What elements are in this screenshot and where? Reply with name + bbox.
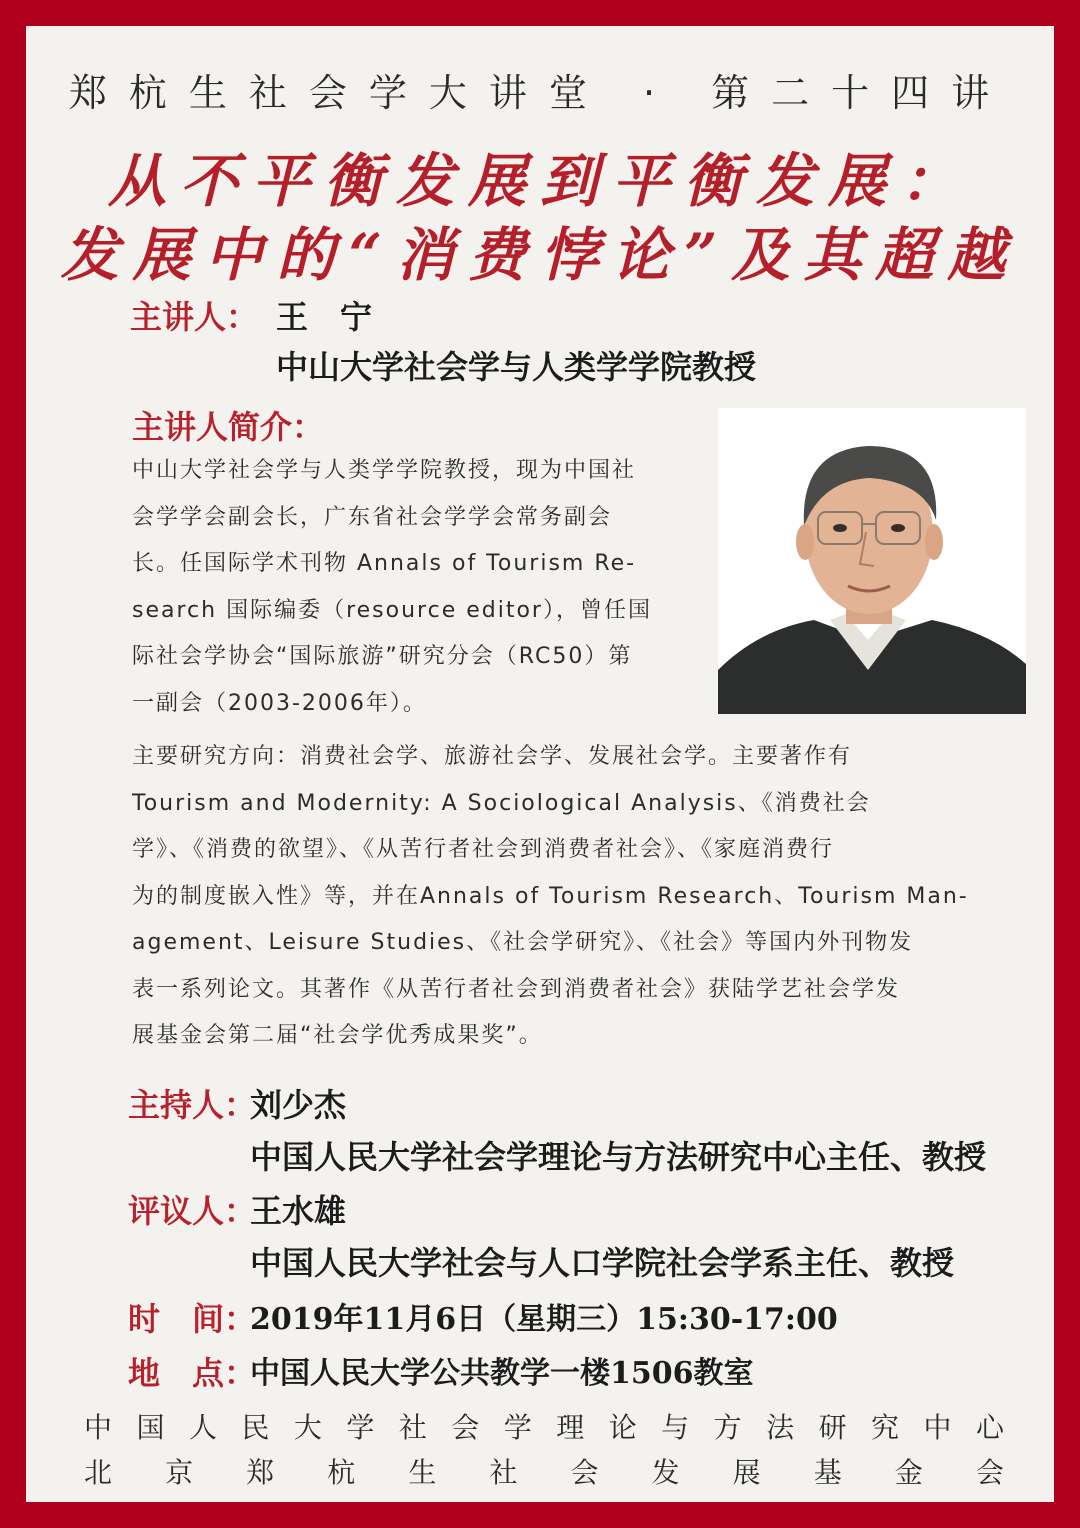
- organizer-char: 与: [661, 1411, 690, 1444]
- organizer-char: 社: [398, 1411, 427, 1444]
- bio-line: 会学学会副会长，广东省社会学学会常务副会: [132, 504, 613, 530]
- bio-line: 中山大学社会学与人类学学院教授，现为中国社: [132, 458, 637, 483]
- organizer-char: 心: [975, 1411, 1004, 1444]
- organizer-char: 大: [293, 1411, 322, 1444]
- organizer-char: 社: [489, 1456, 518, 1489]
- place-value: 中国人民大学公共教学一楼1506教室: [250, 1356, 754, 1391]
- speaker-affiliation: 中山大学社会学与人类学学院教授: [276, 348, 757, 386]
- research-line: 为的制度嵌入性》等，并在Annals of Tourism Research、Tourism Man-: [132, 883, 969, 909]
- research-line: 学》、《消费的欲望》、《从苦行者社会到消费者社会》、《家庭消费行: [132, 837, 835, 862]
- host-name: 刘少杰: [250, 1086, 347, 1124]
- research-text: [132, 734, 969, 1060]
- organizer-char: 人: [188, 1411, 217, 1444]
- discussant-name: 王水雄: [250, 1192, 347, 1230]
- lecture-series-title: 郑杭生社会学大讲堂 · 第二十四讲: [68, 71, 1012, 115]
- organizer-char: 学: [503, 1411, 532, 1444]
- organizer-char: 会: [451, 1411, 480, 1444]
- organizer-char: 究: [871, 1411, 900, 1444]
- organizer-char: 中: [923, 1411, 952, 1444]
- bio-label: 主讲人简介：: [132, 408, 325, 446]
- organizer-char: 民: [241, 1411, 270, 1444]
- discussant-label: 评议人：: [128, 1192, 257, 1230]
- organizer-char: 论: [608, 1411, 637, 1444]
- organizer-char: 学: [346, 1411, 375, 1444]
- organizer-char: 发: [651, 1456, 680, 1489]
- speaker-photo: [718, 408, 1026, 714]
- organizer-char: 研: [818, 1411, 847, 1444]
- organizer-char: 展: [732, 1456, 761, 1489]
- time-label: 时 间：: [128, 1300, 257, 1338]
- organizer-char: 方: [713, 1411, 742, 1444]
- organizer-char: 京: [165, 1456, 194, 1489]
- organizer-char: 理: [556, 1411, 585, 1444]
- organizer-char: 会: [570, 1456, 599, 1489]
- organizer-char: 北: [84, 1456, 113, 1489]
- organizer-char: 郑: [246, 1456, 275, 1489]
- host-label: 主持人：: [128, 1086, 257, 1124]
- organizer-2: [84, 1451, 1004, 1491]
- bio-line: 长。任国际学术刊物 Annals of Tourism Re-: [132, 551, 637, 576]
- place-label: 地 点：: [128, 1354, 257, 1392]
- host-affiliation: 中国人民大学社会学理论与方法研究中心主任、教授: [250, 1138, 987, 1176]
- poster: [26, 26, 1054, 1502]
- research-line: 表一系列论文。其著作《从苦行者社会到消费者社会》获陆学艺社会学发: [132, 976, 901, 1002]
- organizer-1: [84, 1406, 1004, 1446]
- speaker-portrait-illustration: [718, 408, 1026, 714]
- organizer-char: 国: [136, 1411, 165, 1444]
- organizer-char: 杭: [327, 1456, 356, 1489]
- bio-line: search 国际编委（resource editor），曾任国: [132, 597, 652, 623]
- bio-line: 一副会（2003-2006年）。: [132, 690, 427, 716]
- organizer-char: 基: [813, 1456, 842, 1489]
- speaker-label: 主讲人：: [130, 298, 259, 336]
- organizer-char: 生: [408, 1456, 437, 1489]
- organizer-char: 会: [975, 1456, 1004, 1489]
- speaker-name: 王 宁: [276, 298, 373, 336]
- organizer-char: 中: [84, 1411, 113, 1444]
- discussant-affiliation: 中国人民大学社会与人口学院社会学系主任、教授: [250, 1244, 955, 1282]
- research-line: agement、Leisure Studies、《社会学研究》、《社会》等国内外刊物发: [132, 930, 914, 955]
- lecture-title-line2: 发展中的“消费悖论”及其超越: [60, 221, 1020, 289]
- organizer-char: 法: [766, 1411, 795, 1444]
- lecture-title-line1: 从不平衡发展到平衡发展：: [107, 147, 972, 215]
- research-line: Tourism and Modernity: A Sociological Analysis、《消费社会: [132, 790, 871, 816]
- bio-text: [132, 448, 652, 727]
- organizer-char: 金: [894, 1456, 923, 1489]
- bio-line: 际社会学协会“国际旅游”研究分会（RC50）第: [132, 644, 633, 669]
- research-line: 主要研究方向：消费社会学、旅游社会学、发展社会学。主要著作有: [132, 744, 853, 769]
- time-value: 2019年11月6日（星期三）15:30-17:00: [250, 1302, 838, 1337]
- research-line: 展基金会第二届“社会学优秀成果奖”。: [132, 1023, 543, 1048]
